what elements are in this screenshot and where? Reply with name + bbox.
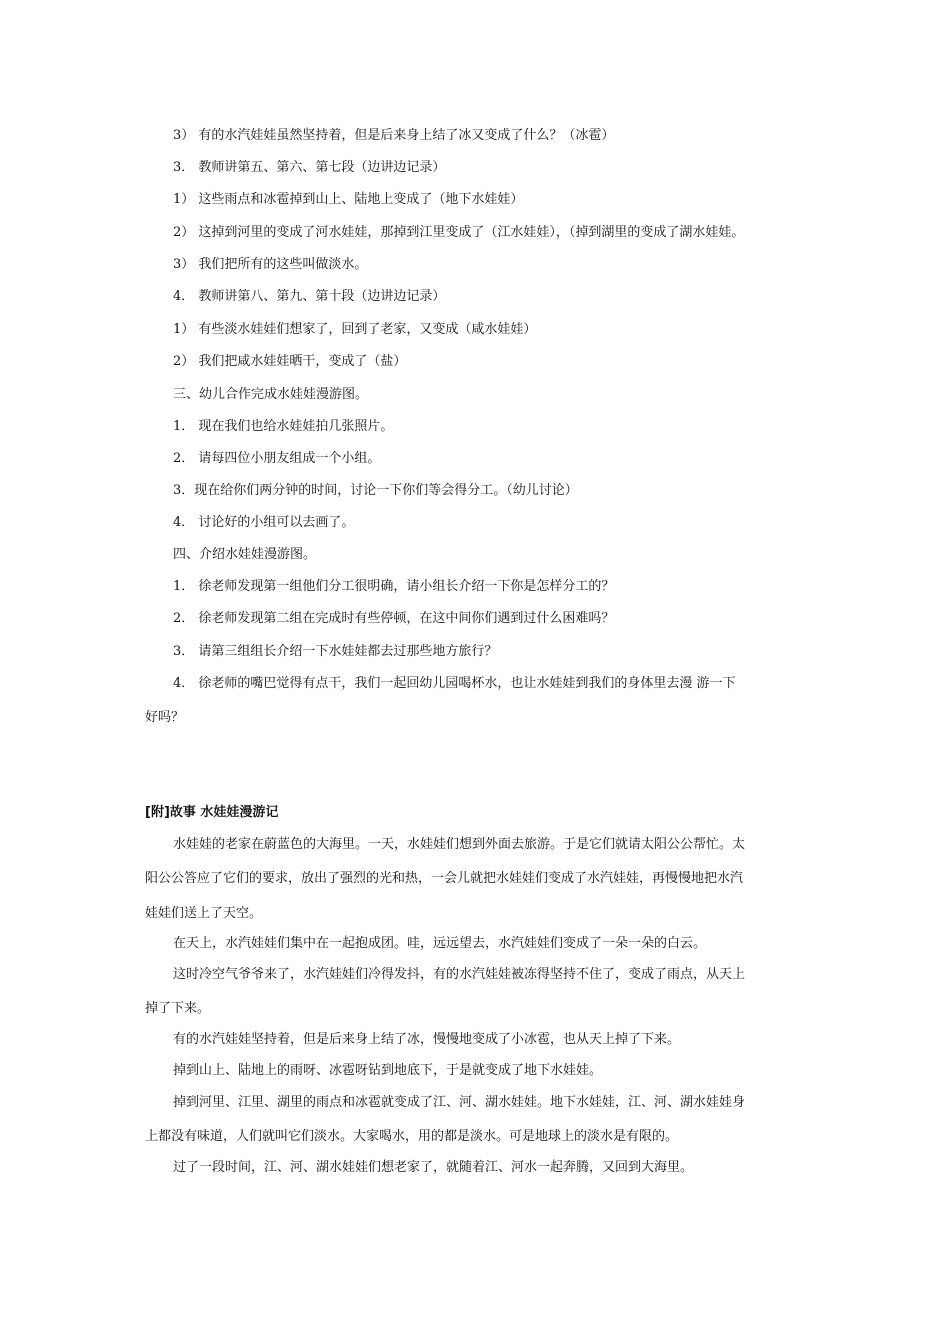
lesson-line: 3． 教师讲第五、第六、第七段（边讲边记录） (173, 160, 446, 175)
story-line: 掉到河里、江里、湖里的雨点和冰雹就变成了江、河、湖水娃娃。地下水娃娃，江、河、湖水娃娃身 (173, 1095, 746, 1110)
lesson-line: 好吗？ (145, 710, 185, 725)
lesson-line: 3） 有的水汽娃娃虽然坚持着，但是后来身上结了冰又变成了什么？（冰雹） (173, 128, 615, 143)
story-line: 水娃娃的老家在蔚蓝色的大海里。一天，水娃娃们想到外面去旅游。于是它们就请太阳公公帮忙。太 (173, 837, 746, 852)
lesson-line: 1． 现在我们也给水娃娃拍几张照片。 (173, 419, 394, 434)
story-line: 掉到山上、陆地上的雨呀、冰雹呀钻到地底下，于是就变成了地下水娃娃。 (173, 1063, 603, 1078)
story-line: 有的水汽娃娃坚持着，但是后来身上结了冰，慢慢地变成了小冰雹，也从天上掉了下来。 (173, 1032, 681, 1047)
lesson-line: 2． 请每四位小朋友组成一个小组。 (173, 451, 381, 466)
lesson-line: 1． 徐老师发现第一组他们分工很明确，请小组长介绍一下你是怎样分工的？ (173, 579, 615, 594)
lesson-line: 2） 我们把咸水娃娃晒干，变成了（盐） (173, 354, 407, 369)
story-line: 在天上，水汽娃娃们集中在一起抱成团。哇，远远望去，水汽娃娃们变成了一朵一朵的白云。 (173, 936, 707, 951)
story-title: [附]故事 水娃娃漫游记 (145, 805, 279, 820)
story-line: 阳公公答应了它们的要求，放出了强烈的光和热，一会儿就把水娃娃们变成了水汽娃娃，再慢慢地把水汽 (145, 871, 744, 886)
story-line: 掉了下来。 (145, 1001, 211, 1016)
lesson-line: 4． 教师讲第八、第九、第十段（边讲边记录） (173, 289, 446, 304)
lesson-line: 2． 徐老师发现第二组在完成时有些停顿，在这中间你们遇到过什么困难吗？ (173, 611, 615, 626)
lesson-line: 3．现在给你们两分钟的时间，讨论一下你们等会得分工。（幼儿讨论） (173, 483, 578, 498)
section-heading: 四、介绍水娃娃漫游图。 (173, 547, 317, 562)
lesson-line: 1） 有些淡水娃娃们想家了，回到了老家，又变成（咸水娃娃） (173, 322, 537, 337)
lesson-line: 4． 徐老师的嘴巴觉得有点干，我们一起回幼儿园喝杯水，也让水娃娃到我们的身体里去漫 游一下 (173, 676, 736, 691)
lesson-line: 3． 请第三组组长介绍一下水娃娃都去过那些地方旅行？ (173, 644, 498, 659)
section-heading: 三、幼儿合作完成水娃娃漫游图。 (173, 387, 369, 402)
story-line: 上都没有味道，人们就叫它们淡水。大家喝水，用的都是淡水。可是地球上的淡水是有限的。 (145, 1129, 679, 1144)
story-line: 娃娃们送上了天空。 (145, 906, 263, 921)
lesson-line: 4． 讨论好的小组可以去画了。 (173, 515, 355, 530)
story-line: 过了一段时间，江、河、湖水娃娃们想老家了，就随着江、河水一起奔腾，又回到大海里。 (173, 1160, 694, 1175)
lesson-line: 1） 这些雨点和冰雹掉到山上、陆地上变成了（地下水娃娃） (173, 192, 524, 207)
lesson-line: 2） 这掉到河里的变成了河水娃娃，那掉到江里变成了（江水娃娃），（掉到湖里的变成了湖水娃娃。 (173, 225, 745, 240)
story-line: 这时冷空气爷爷来了，水汽娃娃们冷得发抖，有的水汽娃娃被冻得坚持不住了，变成了雨点，从天上 (173, 967, 746, 982)
lesson-line: 3） 我们把所有的这些叫做淡水。 (173, 257, 368, 272)
